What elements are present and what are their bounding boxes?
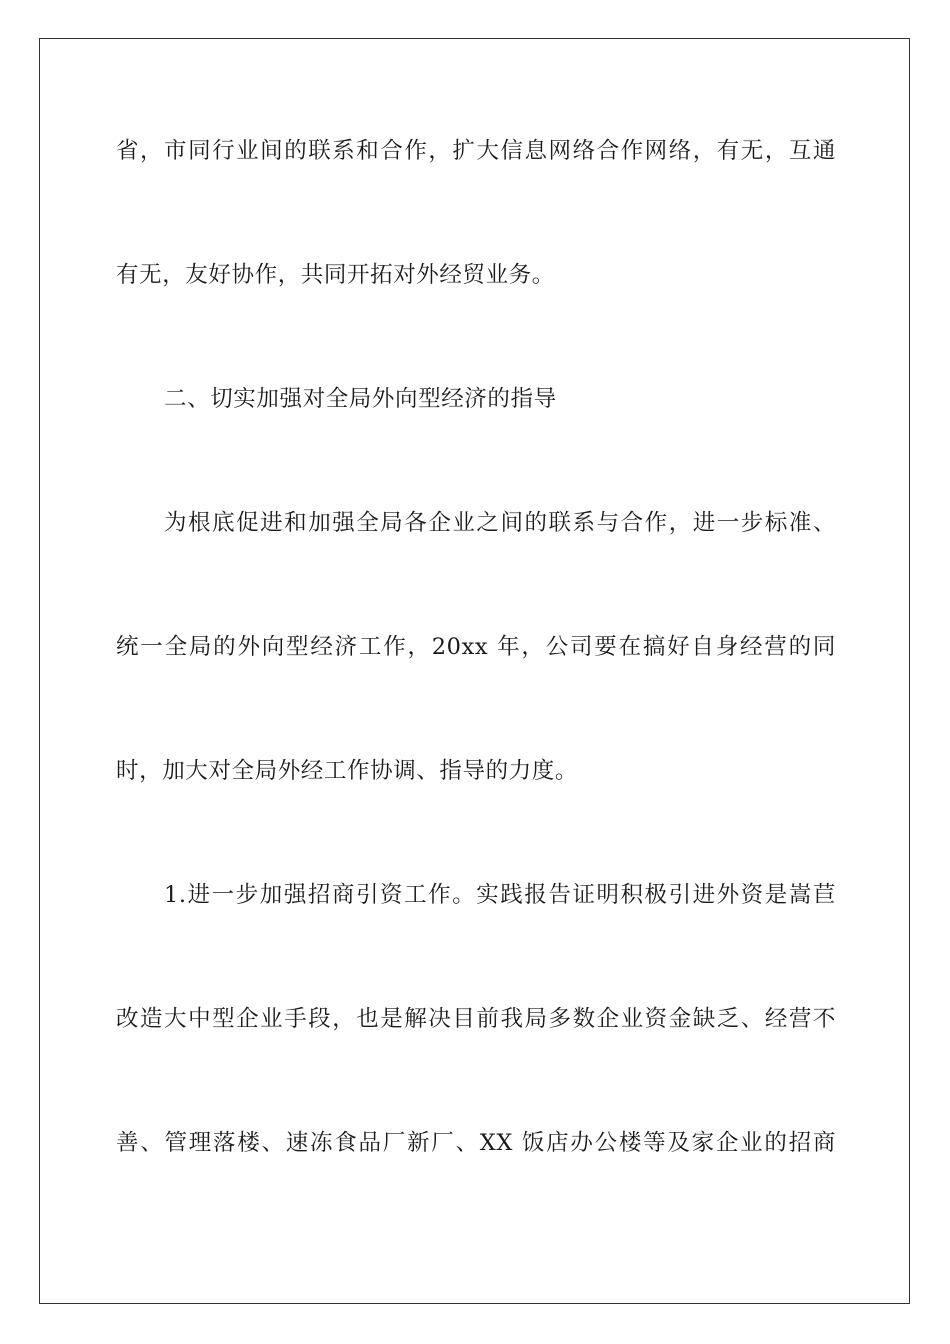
page-border	[39, 38, 910, 1304]
section-heading: 二、切实加强对全局外向型经济的指导	[164, 386, 557, 412]
body-line-7: 1.进一步加强招商引资工作。实践报告证明积极引进外资是嵩苣	[164, 882, 836, 908]
body-line-4: 为根底促进和加强全局各企业之间的联系与合作，进一步标准、	[164, 510, 836, 536]
body-line-2: 有无，友好协作，共同开拓对外经贸业务。	[116, 262, 555, 288]
body-line-1: 省，市同行业间的联系和合作，扩大信息网络合作网络，有无，互通	[116, 138, 836, 164]
body-line-6: 时，加大对全局外经工作协调、指导的力度。	[116, 758, 579, 784]
body-line-8: 改造大中型企业手段，也是解决目前我局多数企业资金缺乏、经营不	[116, 1006, 836, 1032]
body-line-9: 善、管理落楼、速冻食品厂新厂、XX 饭店办公楼等及家企业的招商	[116, 1130, 836, 1156]
body-line-5: 统一全局的外向型经济工作，20xx 年，公司要在搞好自身经营的同	[116, 634, 836, 660]
